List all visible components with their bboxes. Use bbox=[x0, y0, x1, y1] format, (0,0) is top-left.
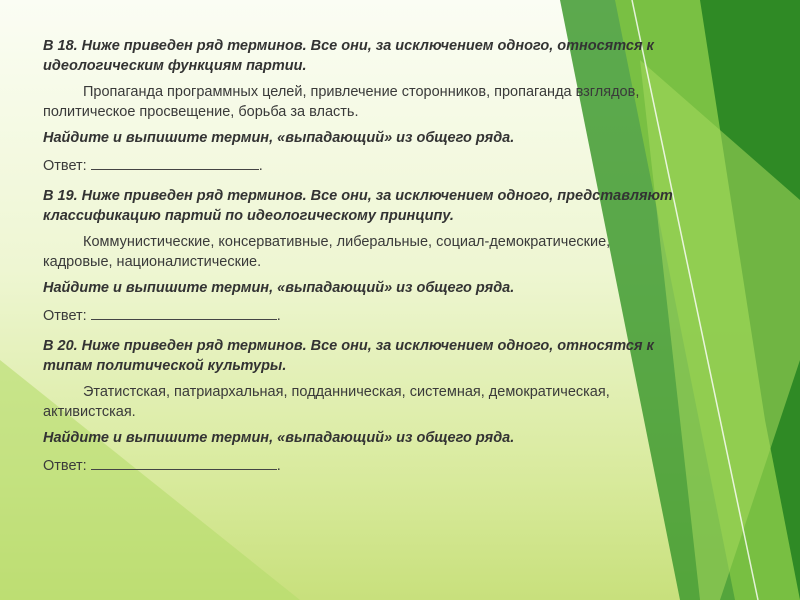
question-block-20 bbox=[43, 336, 683, 476]
answer-label: Ответ: bbox=[43, 158, 87, 174]
terms-list: Этатистская, патриархальная, подданническая, системная, демократическая, активистская. bbox=[43, 384, 610, 420]
answer-blank[interactable] bbox=[91, 154, 259, 170]
answer-end: . bbox=[276, 458, 281, 474]
instruction: Найдите и выпишите термин, «выпадающий» из общего ряда. bbox=[43, 430, 515, 446]
instruction: Найдите и выпишите термин, «выпадающий» из общего ряда. bbox=[43, 280, 515, 296]
question-prompt: В 18. Ниже приведен ряд терминов. Все они, за исключением одного, относятся к идеологическим функциям партии. bbox=[43, 38, 654, 74]
answer-line bbox=[43, 304, 683, 326]
answer-blank[interactable] bbox=[91, 304, 277, 320]
question-prompt: В 19. Ниже приведен ряд терминов. Все они, за исключением одного, представляют классификацию партий по идеологическому принципу. bbox=[43, 188, 673, 224]
question-block-19 bbox=[43, 186, 683, 326]
answer-label: Ответ: bbox=[43, 308, 87, 324]
answer-end: . bbox=[276, 308, 281, 324]
terms-list: Коммунистические, консервативные, либеральные, социал-демократические, кадровые, националистические. bbox=[43, 234, 611, 270]
terms-list: Пропаганда программных целей, привлечение сторонников, пропаганда взглядов, политическое просвещение, борьба за власть. bbox=[43, 84, 640, 120]
answer-label: Ответ: bbox=[43, 458, 87, 474]
answer-line bbox=[43, 154, 683, 176]
answer-end: . bbox=[258, 158, 263, 174]
question-block-18 bbox=[43, 36, 683, 176]
answer-blank[interactable] bbox=[91, 454, 277, 470]
slide-content bbox=[43, 36, 683, 486]
answer-line bbox=[43, 454, 683, 476]
instruction: Найдите и выпишите термин, «выпадающий» из общего ряда. bbox=[43, 130, 515, 146]
question-prompt: В 20. Ниже приведен ряд терминов. Все они, за исключением одного, относятся к типам политической культуры. bbox=[43, 338, 654, 374]
